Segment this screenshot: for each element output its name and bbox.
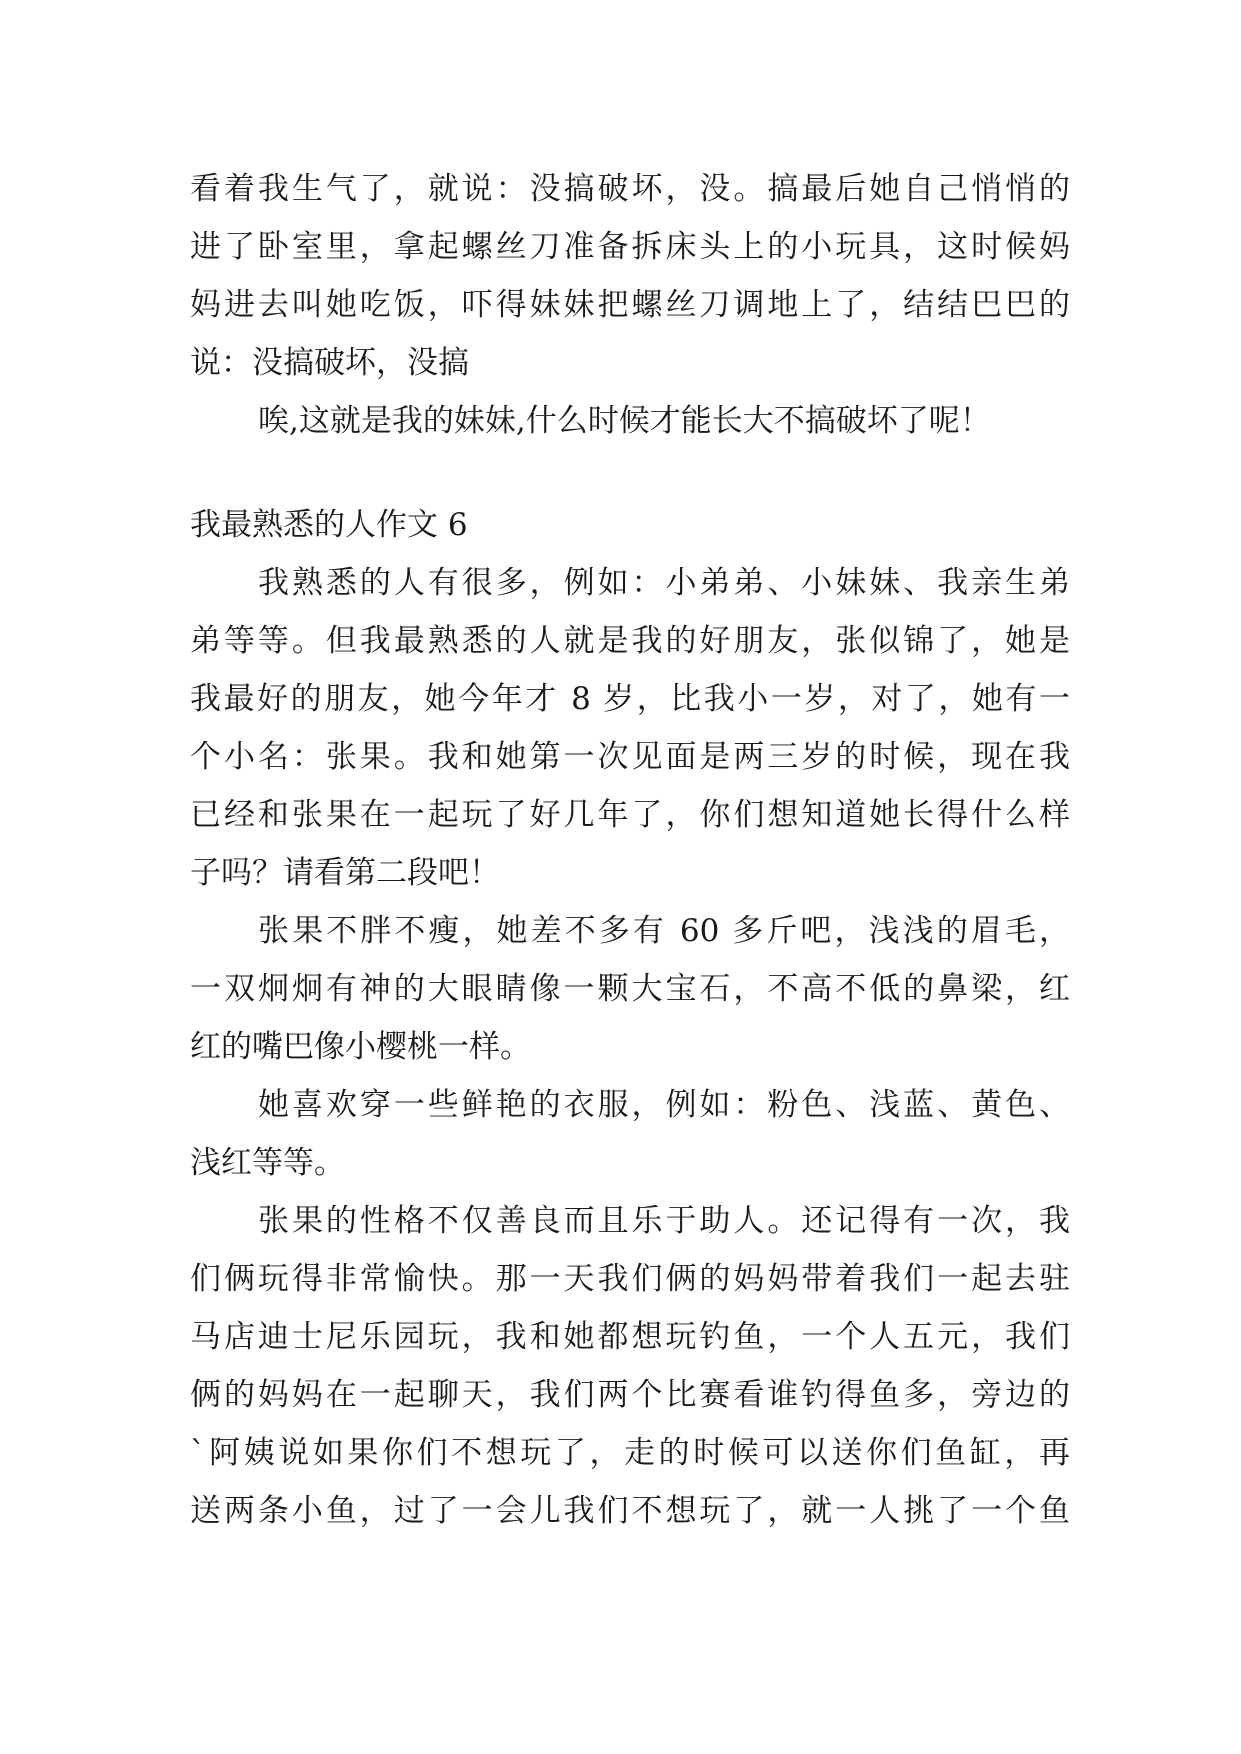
text-line: 我最好的朋友，她今年才 8 岁，比我小一岁，对了，她有一 — [190, 681, 1070, 717]
text-line: 我熟悉的人有很多，例如：小弟弟、小妹妹、我亲生弟 — [258, 565, 1070, 601]
text-line: 送两条小鱼，过了一会儿我们不想玩了，就一人挑了一个鱼 — [190, 1493, 1070, 1529]
essay-heading: 我最熟悉的人作文 6 — [190, 507, 468, 543]
text-line: 俩的妈妈在一起聊天，我们两个比赛看谁钓得鱼多，旁边的 — [190, 1377, 1070, 1413]
text-line: 马店迪士尼乐园玩，我和她都想玩钓鱼，一个人五元，我们 — [190, 1319, 1070, 1355]
text-line: 唉,这就是我的妹妹,什么时候才能长大不搞破坏了呢！ — [258, 403, 991, 439]
paragraph-4 — [190, 1192, 1070, 1540]
paragraph-continued — [190, 160, 1070, 392]
text-line: 张果不胖不瘦，她差不多有 60 多斤吧，浅浅的眉毛， — [258, 913, 1070, 949]
text-line: 们俩玩得非常愉快。那一天我们俩的妈妈带着我们一起去驻 — [190, 1261, 1070, 1297]
text-line: 说：没搞破坏，没搞 — [190, 345, 469, 381]
document-body — [190, 160, 1070, 1540]
text-line: 看着我生气了，就说：没搞破坏，没。搞最后她自己悄悄的 — [190, 171, 1070, 207]
paragraph-2 — [190, 902, 1070, 1076]
text-line: 个小名：张果。我和她第一次见面是两三岁的时候，现在我 — [190, 739, 1070, 775]
text-line: 红的嘴巴像小樱桃一样。 — [190, 1029, 531, 1065]
paragraph-3 — [190, 1076, 1070, 1192]
text-line: 妈进去叫她吃饭，吓得妹妹把螺丝刀调地上了，结结巴巴的 — [190, 287, 1070, 323]
text-line: 浅红等等。 — [190, 1145, 345, 1181]
text-line: 她喜欢穿一些鲜艳的衣服，例如：粉色、浅蓝、黄色、 — [258, 1087, 1070, 1123]
text-line: 弟等等。但我最熟悉的人就是我的好朋友，张似锦了，她是 — [190, 623, 1070, 659]
text-line: 张果的性格不仅善良而且乐于助人。还记得有一次，我 — [258, 1203, 1070, 1239]
text-line: 一双炯炯有神的大眼睛像一颗大宝石，不高不低的鼻梁，红 — [190, 971, 1070, 1007]
paragraph-1 — [190, 554, 1070, 902]
text-line: 进了卧室里，拿起螺丝刀准备拆床头上的小玩具，这时候妈 — [190, 229, 1070, 265]
paragraph-closing — [190, 392, 1070, 450]
text-line: `阿姨说如果你们不想玩了，走的时候可以送你们鱼缸，再 — [190, 1435, 1070, 1471]
text-line: 已经和张果在一起玩了好几年了，你们想知道她长得什么样 — [190, 797, 1070, 833]
text-line: 子吗？请看第二段吧！ — [190, 855, 500, 891]
